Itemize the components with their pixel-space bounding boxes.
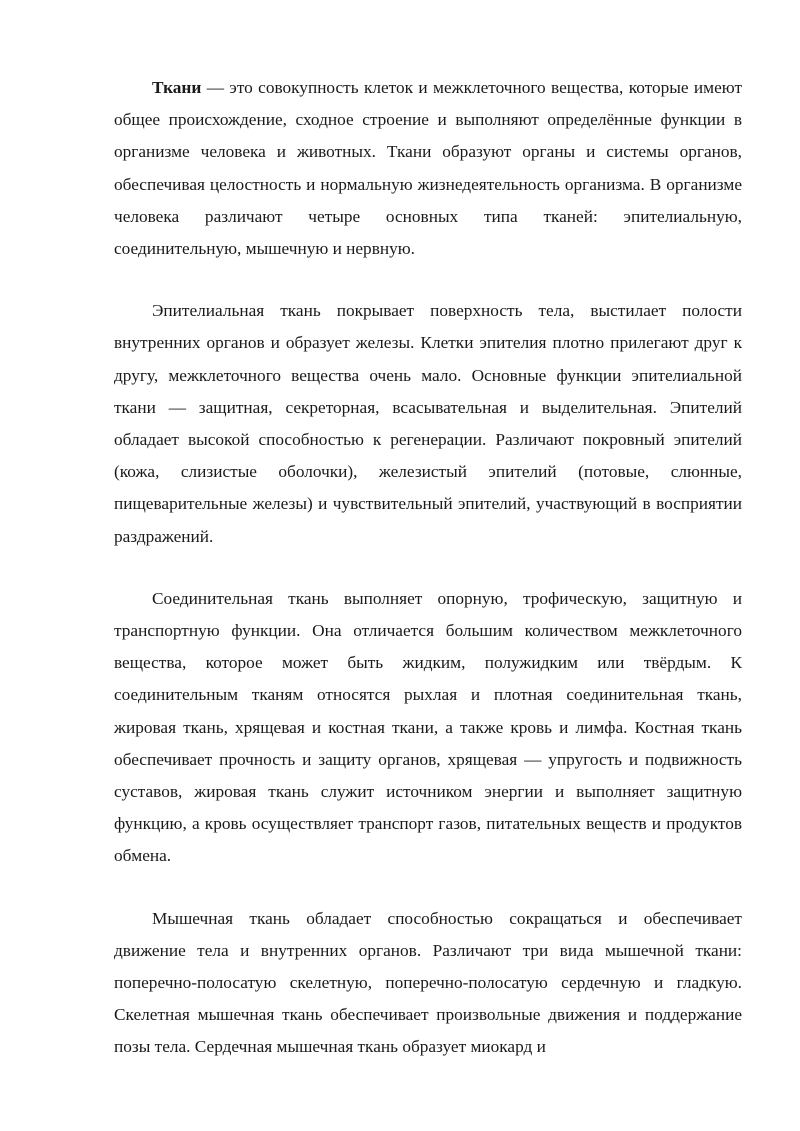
paragraph-connective-tissue: Соединительная ткань выполняет опорную, трофическую, защитную и транспортную функции. Она отличается большим количеством межклеточного вещества, которое может быть жидким, полужидким или твёрдым. К соединительным тканям относятся рыхлая и плотная соединительная ткань, жировая ткань, хрящевая и костная ткани, а также кровь и лимфа. Костная ткань обеспечивает прочность и защиту органов, хрящевая — упругость и подвижность суставов, жировая ткань служит источником энергии и выполняет защитную функцию, а кровь осуществляет транспорт газов, питательных веществ и продуктов обмена.: [114, 588, 742, 866]
term-tissues: Ткани: [152, 78, 202, 97]
paragraph-text: — это совокупность клеток и межклеточного вещества, которые имеют общее происхождение, сходное строение и выполняют определённые функции в организме человека и животных. Ткани образуют органы и системы органов, обеспечивая целостность и нормальную жизнедеятельность организма. В организме человека различают четыре основных типа тканей: эпителиальную, соединительную, мышечную и нервную.: [114, 78, 742, 259]
paragraph-epithelial-tissue: Эпителиальная ткань покрывает поверхность тела, выстилает полости внутренних органов и образует железы. Клетки эпителия плотно прилегают друг к другу, межклеточного вещества очень мало. Основные функции эпителиальной ткани — защитная, секреторная, всасывательная и выделительная. Эпителий обладает высокой способностью к регенерации. Различают покровный эпителий (кожа, слизистые оболочки), железистый эпителий (потовые, слюнные, пищеварительные железы) и чувствительный эпителий, участвующий в восприятии раздражений.: [114, 301, 742, 546]
paragraph-tissues-definition: [114, 72, 742, 265]
paragraph-muscle-tissue: Мышечная ткань обладает способностью сокращаться и обеспечивает движение тела и внутренних органов. Различают три вида мышечной ткани: поперечно-полосатую скелетную, поперечно-полосатую сердечную и гладкую. Скелетная мышечная ткань обеспечивает произвольные движения и поддержание позы тела. Сердечная мышечная ткань образует миокард и: [114, 908, 742, 1057]
document-body: [114, 72, 742, 1094]
